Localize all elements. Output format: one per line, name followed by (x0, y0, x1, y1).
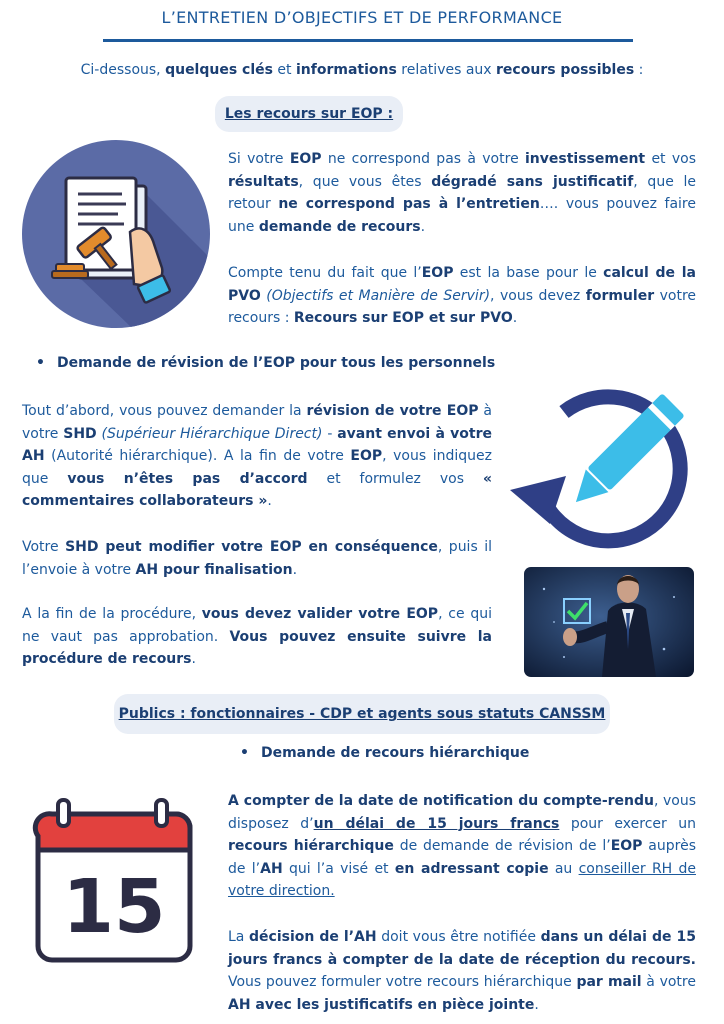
title-divider (103, 39, 633, 42)
document-gavel-icon (22, 140, 210, 328)
refresh-pencil-icon (504, 372, 700, 558)
recours-eop-paragraph-1: Si votre EOP ne correspond pas à votre investissement et vos résultats, que vous êtes dégradé sans justificatif, que le retour ne correspond pas à l’entretien…. vous pouvez faire une demande de recours. (228, 151, 696, 235)
calendar-number: 15 (62, 864, 166, 950)
calendar-icon (30, 796, 206, 966)
businessman-checkmark-photo (524, 567, 694, 677)
revision-paragraph-2: Votre SHD peut modifier votre EOP en conséquence, puis il l’envoie à votre AH pour finalisation. (22, 539, 493, 578)
bullet-revision-eop: • Demande de révision de l’EOP pour tous les personnels (36, 355, 495, 371)
page-title: L’ENTRETIEN D’OBJECTIFS ET DE PERFORMANCE (161, 8, 563, 27)
revision-paragraph-1: Tout d’abord, vous pouvez demander la révision de votre EOP à votre SHD (Supérieur Hiérarchique Direct) - avant envoi à votre AH (Autorité hiérarchique). A la fin de votre EOP, vous indiquez que vous n’êtes pas d’accord et formulez vos « commentaires collaborateurs ». (22, 403, 492, 509)
bullet-recours-hierarchique: • Demande de recours hiérarchique (240, 745, 529, 761)
section-heading-publics: Publics : fonctionnaires - CDP et agents sous statuts CANSSM (114, 694, 610, 734)
revision-paragraph-3: A la fin de la procédure, vous devez valider votre EOP, ce qui ne vaut pas approbation. Vous pouvez ensuite suivre la procédure de recours. (22, 606, 493, 667)
section-heading-recours-eop: Les recours sur EOP : (215, 96, 403, 132)
intro-text: Ci-dessous, quelques clés et informations relatives aux recours possibles : (80, 62, 644, 78)
recours-eop-paragraph-2: Compte tenu du fait que l’EOP est la base pour le calcul de la PVO (Objectifs et Manière de Servir), vous devez formuler votre recours : Recours sur EOP et sur PVO. (228, 265, 696, 326)
recours-hierarchique-paragraph-1: A compter de la date de notification du compte-rendu, vous disposez d’un délai de 15 jours francs pour exercer un recours hiérarchique de demande de révision de l’EOP auprès de l’AH qui l’a visé et en adressant copie au conseiller RH de votre direction. (228, 793, 696, 899)
recours-hierarchique-paragraph-2: La décision de l’AH doit vous être notifiée dans un délai de 15 jours francs à compter de la date de réception du recours. Vous pouvez formuler votre recours hiérarchique par mail à votre AH avec les justificatifs en pièce jointe. (228, 929, 696, 1013)
